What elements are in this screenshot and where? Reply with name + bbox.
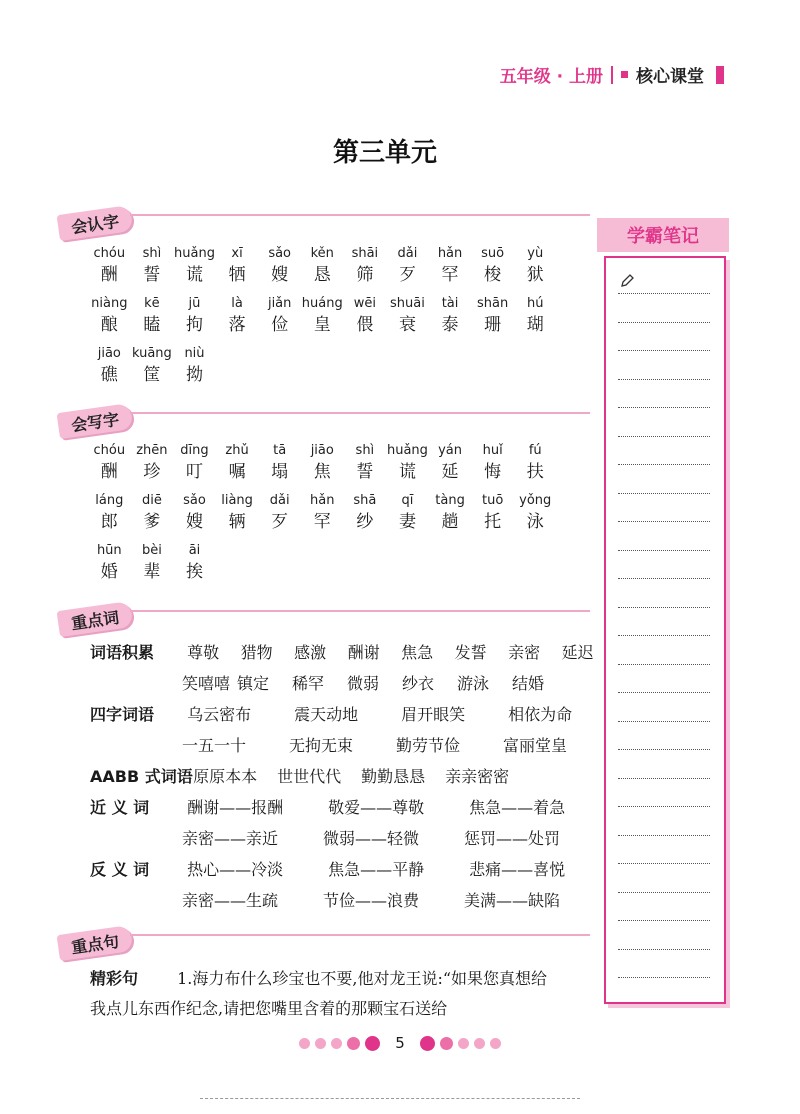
- word-item: 原原本本: [193, 767, 258, 786]
- word-item: 亲密——亲近: [182, 829, 279, 848]
- word-item: 微弱——轻微: [323, 829, 420, 848]
- word-item: 热心——冷淡: [187, 860, 284, 879]
- hanzi: 焦: [313, 462, 331, 482]
- hanzi: 罕: [313, 512, 331, 532]
- four-row-2: [182, 733, 610, 756]
- note-line: [618, 634, 710, 636]
- char-cell: [344, 492, 387, 534]
- pinyin: wēi: [353, 296, 376, 311]
- hanzi: 酬: [100, 462, 118, 482]
- pinyin: suō: [481, 246, 505, 261]
- hanzi: 泰: [441, 315, 459, 335]
- word-item: 乌云密布: [187, 705, 252, 724]
- word-item: 亲密——生疏: [182, 891, 279, 910]
- char-cell: [429, 492, 472, 534]
- note-line: [618, 748, 710, 750]
- note-line: [618, 292, 710, 294]
- char-row: [88, 295, 557, 337]
- note-line: [618, 349, 710, 351]
- char-cell: [173, 542, 216, 584]
- hanzi: 俭: [271, 315, 289, 335]
- char-cell: [386, 492, 429, 534]
- char-cell: [173, 245, 216, 287]
- word-item: 酬谢——报酬: [187, 798, 284, 817]
- square-icon: [621, 71, 628, 78]
- char-cell: [258, 442, 301, 484]
- pinyin: tā: [273, 443, 287, 458]
- word-item: 游泳: [457, 674, 490, 693]
- note-line: [618, 606, 710, 608]
- hanzi: 延: [441, 462, 459, 482]
- hanzi: 珊: [484, 315, 502, 335]
- char-cell: [471, 295, 514, 337]
- word-item: 节俭——浪费: [323, 891, 420, 910]
- pinyin: chóu: [93, 246, 126, 261]
- pinyin: jiǎn: [267, 296, 292, 311]
- ant-row-2: [182, 888, 605, 911]
- sentence-line-1: [90, 966, 547, 989]
- hanzi: 妻: [398, 512, 416, 532]
- char-cell: [173, 295, 216, 337]
- char-cell: [386, 295, 429, 337]
- word-item: 亲密: [508, 643, 541, 662]
- hanzi: 嘱: [228, 462, 246, 482]
- hanzi: 狱: [526, 265, 544, 285]
- hanzi: 梭: [484, 265, 502, 285]
- char-cell: [301, 295, 344, 337]
- pinyin: diē: [141, 493, 162, 508]
- section-label-words: 重点词: [57, 601, 134, 637]
- dot-decor: [315, 1038, 326, 1049]
- word-item: 眉开眼笑: [401, 705, 466, 724]
- sentence-line-2: [90, 996, 447, 1019]
- hanzi: 酿: [100, 315, 118, 335]
- char-cell: [131, 245, 174, 287]
- pinyin: liàng: [221, 493, 253, 508]
- hanzi: 恳: [313, 265, 331, 285]
- dot-decor: [490, 1038, 501, 1049]
- note-line: [618, 406, 710, 408]
- ant-row-1: [90, 857, 610, 880]
- hanzi: 泳: [526, 512, 544, 532]
- hanzi: 歹: [398, 265, 416, 285]
- char-cell: [344, 442, 387, 484]
- pinyin: zhǔ: [225, 443, 249, 458]
- note-line: [618, 834, 710, 836]
- char-cell: [429, 442, 472, 484]
- page-title: 第三单元: [332, 138, 437, 168]
- hanzi: 悔: [484, 462, 502, 482]
- hanzi: 珍: [143, 462, 161, 482]
- hanzi: 罕: [441, 265, 459, 285]
- char-cell: [216, 245, 259, 287]
- syn-row-1: [90, 795, 610, 818]
- syn-label: 近 义 词: [90, 798, 150, 817]
- hanzi: 塌: [271, 462, 289, 482]
- hanzi: 瞌: [143, 315, 161, 335]
- notes-title: 学霸笔记: [597, 218, 729, 252]
- pinyin: tuō: [481, 493, 504, 508]
- char-cell: [88, 492, 131, 534]
- dot-decor: [347, 1037, 360, 1050]
- char-row: [88, 442, 557, 484]
- pinyin: jiāo: [310, 443, 334, 458]
- char-cell: [88, 442, 131, 484]
- hanzi: 筐: [143, 365, 161, 385]
- note-line: [618, 321, 710, 323]
- hanzi: 叮: [185, 462, 203, 482]
- hanzi: 拗: [185, 365, 203, 385]
- hanzi: 衰: [398, 315, 416, 335]
- char-cell: [216, 295, 259, 337]
- note-line: [618, 691, 710, 693]
- char-cell: [301, 245, 344, 287]
- char-cell: [514, 442, 557, 484]
- pinyin: qī: [401, 493, 414, 508]
- char-cell: [173, 442, 216, 484]
- char-cell: [88, 345, 131, 387]
- pinyin: jū: [188, 296, 201, 311]
- syn-row-2: [182, 826, 605, 849]
- char-cell: [514, 295, 557, 337]
- char-cell: [88, 542, 131, 584]
- ant-pairs: [187, 860, 610, 879]
- pinyin: huǐ: [482, 443, 503, 458]
- note-line: [618, 463, 710, 465]
- char-cell: [131, 295, 174, 337]
- char-cell: [344, 245, 387, 287]
- note-line: [618, 577, 710, 579]
- note-line: [618, 520, 710, 522]
- note-line: [618, 919, 710, 921]
- accum-row-1: [90, 640, 615, 663]
- char-row: [88, 542, 216, 584]
- section-divider: [130, 214, 590, 216]
- char-row: [88, 245, 557, 287]
- pinyin: shuāi: [390, 296, 425, 311]
- hanzi: 誓: [143, 265, 161, 285]
- hanzi: 挨: [185, 562, 203, 582]
- four-label: 四字词语: [90, 705, 155, 724]
- char-cell: [514, 245, 557, 287]
- grade-label: 五年级 · 上册: [499, 67, 603, 87]
- accum-label: 词语积累: [90, 643, 155, 662]
- char-cell: [514, 492, 557, 534]
- char-cell: [173, 492, 216, 534]
- pinyin: huǎng: [174, 246, 215, 261]
- note-line: [618, 378, 710, 380]
- dot-decor: [365, 1036, 380, 1051]
- hanzi: 嫂: [271, 265, 289, 285]
- note-line: [618, 435, 710, 437]
- hanzi: 辈: [143, 562, 161, 582]
- syn-pairs: [187, 798, 610, 817]
- pinyin: shì: [355, 443, 375, 458]
- pinyin: yǒng: [519, 493, 552, 508]
- hanzi: 落: [228, 315, 246, 335]
- hanzi: 瑚: [526, 315, 544, 335]
- char-cell: [471, 442, 514, 484]
- pinyin: niù: [184, 346, 205, 361]
- hanzi: 郎: [100, 512, 118, 532]
- pinyin: yán: [438, 443, 462, 458]
- word-item: 延迟: [561, 643, 594, 662]
- pinyin: hǎn: [437, 246, 463, 261]
- pinyin: tàng: [435, 493, 465, 508]
- scan-artifact: [200, 1096, 580, 1099]
- aabb-words: [193, 767, 529, 786]
- pinyin: āi: [188, 543, 201, 558]
- hanzi: 婚: [100, 562, 118, 582]
- dot-decor: [299, 1038, 310, 1049]
- hanzi: 趟: [441, 512, 459, 532]
- word-item: 震天动地: [294, 705, 359, 724]
- hanzi: 皇: [313, 315, 331, 335]
- pencil-icon: [620, 274, 634, 288]
- four-words: [182, 736, 610, 755]
- wonder-label: 精彩句: [90, 969, 139, 988]
- pinyin: sǎo: [268, 246, 292, 261]
- word-item: 敬爱——尊敬: [328, 798, 425, 817]
- aabb-label: AABB 式词语: [90, 767, 193, 786]
- header-bar-icon: [716, 66, 724, 84]
- accum-row-2: [182, 671, 567, 694]
- syn-pairs: [182, 829, 605, 848]
- word-item: 尊敬: [187, 643, 220, 662]
- char-cell: [301, 492, 344, 534]
- char-cell: [131, 442, 174, 484]
- note-line: [618, 862, 710, 864]
- pinyin: láng: [95, 493, 124, 508]
- dot-decor: [331, 1038, 342, 1049]
- hanzi: 誓: [356, 462, 374, 482]
- char-cell: [386, 245, 429, 287]
- accum-words: [182, 674, 567, 693]
- section-divider: [130, 610, 590, 612]
- char-cell: [173, 345, 216, 387]
- word-item: 焦急: [401, 643, 434, 662]
- char-cell: [88, 295, 131, 337]
- char-cell: [216, 442, 259, 484]
- word-item: 相依为命: [508, 705, 573, 724]
- word-item: 勤勤恳恳: [361, 767, 426, 786]
- header-divider: [611, 66, 613, 84]
- section-label-write: 会写字: [57, 403, 134, 439]
- word-item: 发誓: [454, 643, 487, 662]
- pinyin: shān: [477, 296, 509, 311]
- pinyin: hú: [526, 296, 544, 311]
- note-line: [618, 976, 710, 978]
- pinyin: tài: [441, 296, 459, 311]
- hanzi: 谎: [398, 462, 416, 482]
- word-item: 微弱: [347, 674, 380, 693]
- pinyin: jiāo: [97, 346, 121, 361]
- four-words: [187, 705, 615, 724]
- note-line: [618, 720, 710, 722]
- note-line: [618, 663, 710, 665]
- page-number: 5: [395, 1034, 405, 1052]
- word-item: 笑嘻嘻: [182, 674, 231, 693]
- word-item: 无拘无束: [289, 736, 354, 755]
- pinyin: kē: [144, 296, 160, 311]
- hanzi: 谎: [185, 265, 203, 285]
- sentence-text: 我点儿东西作纪念,请把您嘴里含着的那颗宝石送给: [90, 999, 448, 1018]
- hanzi: 牺: [228, 265, 246, 285]
- word-item: 一五一十: [182, 736, 247, 755]
- word-item: 稀罕: [292, 674, 325, 693]
- pinyin: shāi: [351, 246, 379, 261]
- hanzi: 托: [484, 512, 502, 532]
- note-line: [618, 891, 710, 893]
- word-item: 惩罚——处罚: [464, 829, 561, 848]
- hanzi: 礁: [100, 365, 118, 385]
- pinyin: huáng: [301, 296, 343, 311]
- pinyin: niàng: [91, 296, 128, 311]
- char-cell: [471, 492, 514, 534]
- pinyin: hǎn: [310, 493, 335, 508]
- pinyin: là: [231, 296, 243, 311]
- pinyin: shā: [353, 493, 377, 508]
- pinyin: fú: [528, 443, 542, 458]
- dot-decor: [458, 1038, 469, 1049]
- core-label: 核心课堂: [636, 67, 704, 87]
- word-item: 美满——缺陷: [464, 891, 561, 910]
- hanzi: 辆: [228, 512, 246, 532]
- char-cell: [386, 442, 429, 484]
- pinyin: xī: [231, 246, 243, 261]
- ant-pairs: [182, 891, 605, 910]
- note-line: [618, 805, 710, 807]
- char-cell: [429, 245, 472, 287]
- pinyin: sǎo: [183, 493, 206, 508]
- pinyin: chóu: [93, 443, 126, 458]
- pinyin: shì: [142, 246, 162, 261]
- char-cell: [258, 245, 301, 287]
- note-line: [618, 492, 710, 494]
- word-item: 勤劳节俭: [396, 736, 461, 755]
- char-cell: [131, 345, 174, 387]
- hanzi: 拘: [185, 315, 203, 335]
- pinyin: hūn: [96, 543, 122, 558]
- char-cell: [429, 295, 472, 337]
- pinyin: kuāng: [131, 346, 172, 361]
- hanzi: 嫂: [185, 512, 203, 532]
- word-item: 纱衣: [402, 674, 435, 693]
- section-divider: [130, 412, 590, 414]
- char-cell: [344, 295, 387, 337]
- aabb-row: [90, 764, 529, 787]
- pinyin: bèi: [141, 543, 162, 558]
- hanzi: 酬: [100, 265, 118, 285]
- word-item: 悲痛——喜悦: [469, 860, 566, 879]
- sentence-text: 1.海力布什么珍宝也不要,他对龙王说:“如果您真想给: [177, 969, 548, 988]
- word-item: 焦急——平静: [328, 860, 425, 879]
- pinyin: yù: [527, 246, 544, 261]
- pinyin: kěn: [310, 246, 334, 261]
- word-item: 世世代代: [277, 767, 342, 786]
- four-row-1: [90, 702, 615, 725]
- char-cell: [258, 295, 301, 337]
- hanzi: 扶: [526, 462, 544, 482]
- hanzi: 爹: [143, 512, 161, 532]
- char-cell: [131, 492, 174, 534]
- char-cell: [216, 492, 259, 534]
- ant-label: 反 义 词: [90, 860, 150, 879]
- word-item: 结婚: [512, 674, 545, 693]
- pinyin: dīng: [180, 443, 209, 458]
- char-cell: [471, 245, 514, 287]
- char-cell: [88, 245, 131, 287]
- note-line: [618, 777, 710, 779]
- hanzi: 纱: [356, 512, 374, 532]
- char-row: [88, 345, 216, 387]
- dot-decor: [420, 1036, 435, 1051]
- word-item: 亲亲密密: [445, 767, 510, 786]
- pinyin: dǎi: [397, 246, 418, 261]
- char-cell: [301, 442, 344, 484]
- char-row: [88, 492, 557, 534]
- hanzi: 偎: [356, 315, 374, 335]
- note-line: [618, 948, 710, 950]
- accum-words: [187, 643, 615, 662]
- pinyin: zhēn: [136, 443, 168, 458]
- char-cell: [258, 492, 301, 534]
- char-cell: [131, 542, 174, 584]
- page-footer: [0, 1034, 800, 1052]
- dot-decor: [440, 1037, 453, 1050]
- page-header: [500, 62, 724, 87]
- note-line: [618, 549, 710, 551]
- word-item: 猎物: [240, 643, 273, 662]
- pinyin: dǎi: [269, 493, 290, 508]
- word-item: 镇定: [237, 674, 270, 693]
- hanzi: 歹: [271, 512, 289, 532]
- section-divider: [130, 934, 590, 936]
- word-item: 感激: [294, 643, 327, 662]
- word-item: 富丽堂皇: [503, 736, 568, 755]
- word-item: 酬谢: [347, 643, 380, 662]
- word-item: 焦急——着急: [469, 798, 566, 817]
- dot-decor: [474, 1038, 485, 1049]
- hanzi: 筛: [356, 265, 374, 285]
- section-label-sentences: 重点句: [57, 925, 134, 961]
- section-label-recognize: 会认字: [57, 205, 134, 241]
- pinyin: huǎng: [386, 443, 428, 458]
